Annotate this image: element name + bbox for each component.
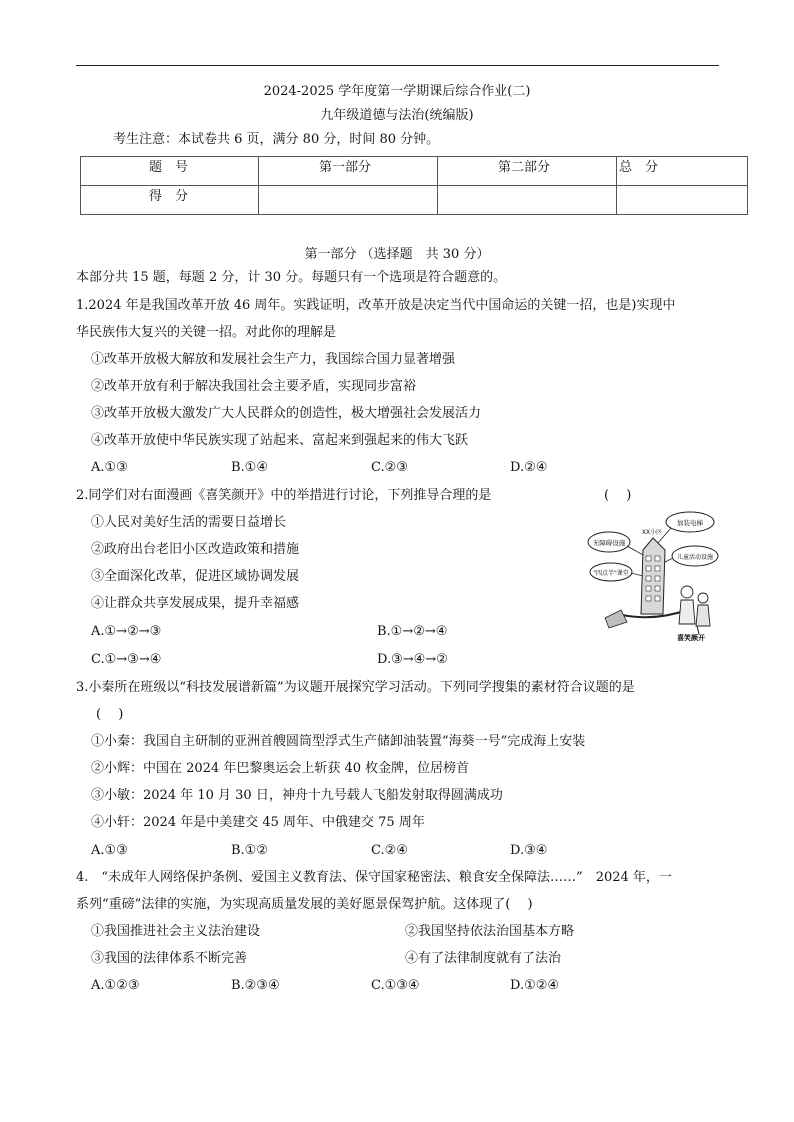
q2-option-d[interactable]: D.③→④→② [377,652,448,667]
q4-option-d[interactable]: D.①②④ [510,978,560,993]
cartoon-label: 加装电梯 [677,519,703,527]
q1-stem-line1: 1.2024 年是我国改革开放 46 周年。实践证明，改革开放是决定当代中国命运的关键一招，也是)实现中 [76,298,676,313]
q1-item: ①改革开放极大解放和发展社会生产力，我国综合国力显著增强 [91,352,456,367]
q1-option-b[interactable]: B.①④ [231,460,268,475]
building-shape [641,538,665,614]
score-cell: 第二部分 [438,157,617,186]
q2-option-c[interactable]: C.①→③→④ [91,652,162,667]
person-head [698,593,708,603]
q3-item: ①小秦：我国自主研制的亚洲首艘圆筒型浮式生产储卸油装置“海葵一号”完成海上安装 [91,734,586,749]
q3-item: ②小辉：中国在 2024 年巴黎奥运会上斩获 40 枚金牌，位居榜首 [91,761,470,776]
q3-option-c[interactable]: C.②④ [371,843,408,858]
score-input-cell[interactable] [438,186,617,215]
q2-stem: 2.同学们对右面漫画《喜笑颜开》中的举措进行讨论，下列推导合理的是 [76,488,492,503]
score-table-header-row [81,157,748,186]
cartoon-label: XX小区 [641,529,663,536]
q1-item: ③改革开放极大激发广大人民群众的创造性，极大增强社会发展活力 [91,406,482,421]
cartoon-illustration [587,510,719,644]
header-rule [76,65,719,66]
exam-title: 2024-2025 学年度第一学期课后综合作业(二) [263,84,531,99]
q1-item: ④改革开放使中华民族实现了站起来、富起来到强起来的伟大飞跃 [91,433,469,448]
q1-item: ②改革开放有利于解决我国社会主要矛盾，实现同步富裕 [91,379,417,394]
q3-option-d[interactable]: D.③④ [510,843,548,858]
q3-item: ③小敏：2024 年 10 月 30 日，神舟十九号载人飞船发射取得圆满成功 [91,788,503,803]
q4-stem-line2: 系列“重磅”法律的实施，为实现高质量发展的美好愿景保驾护航。这体现了( ) [76,897,533,912]
score-cell: 第一部分 [259,157,438,186]
q4-item: ②我国坚持依法治国基本方略 [405,924,575,939]
score-cell: 总 分 [617,157,748,186]
cartoon-caption: 喜笑颜开 [677,634,705,642]
q1-option-d[interactable]: D.②④ [510,460,548,475]
q4-option-c[interactable]: C.①③④ [371,978,420,993]
q4-item: ①我国推进社会主义法治建设 [91,924,261,939]
q2-option-a[interactable]: A.①→②→③ [91,624,162,639]
score-table [80,156,748,215]
q2-item: ④让群众共享发展成果，提升幸福感 [91,596,300,611]
score-cell: 得 分 [81,186,259,215]
q3-answer-bracket[interactable]: ( ) [96,707,124,722]
q4-item: ④有了法律制度就有了法治 [405,951,562,966]
q3-stem: 3.小秦所在班级以“科技发展谱新篇”为议题开展探究学习活动。下列同学搜集的素材符合议题的是 [76,680,635,695]
q3-option-b[interactable]: B.①② [231,843,268,858]
q3-item: ④小轩：2024 年是中美建交 45 周年、中俄建交 75 周年 [91,815,425,830]
cartoon-label: 儿童活动设施 [676,554,714,561]
exam-subtitle: 九年级道德与法治(统编版) [320,108,474,123]
part1-instructions: 本部分共 15 题，每题 2 分，计 30 分。每题只有一个选项是符合题意的。 [76,270,507,285]
cartoon-label: 无障碍设施 [592,539,626,547]
q4-option-a[interactable]: A.①②③ [91,978,140,993]
q2-item: ③全面深化改革，促进区域协调发展 [91,569,300,584]
person-head [681,586,693,598]
q1-option-a[interactable]: A.①③ [91,460,128,475]
score-input-cell[interactable] [259,186,438,215]
q3-option-a[interactable]: A.①③ [91,843,128,858]
score-cell: 题 号 [81,157,259,186]
q1-option-c[interactable]: C.②③ [371,460,408,475]
score-input-cell[interactable] [617,186,748,215]
q2-item: ①人民对美好生活的需要日益增长 [91,515,287,530]
q2-answer-bracket[interactable]: ( ) [604,488,632,503]
exam-notice: 考生注意：本试卷共 6 页，满分 80 分，时间 80 分钟。 [113,132,440,147]
q4-option-b[interactable]: B.②③④ [231,978,280,993]
cartoon-label: "四点半"课堂 [593,570,629,577]
hand-shape [605,610,627,628]
score-table-score-row [81,186,748,215]
part1-heading: 第一部分 （选择题 共 30 分） [304,247,490,262]
q2-item: ②政府出台老旧小区改造政策和措施 [91,542,300,557]
q4-item: ③我国的法律体系不断完善 [91,951,248,966]
q1-stem-line2: 华民族伟大复兴的关键一招。对此你的理解是 [76,325,337,340]
q4-stem-line1: 4. “未成年人网络保护条例、爱国主义教育法、保守国家秘密法、粮食安全保障法……” 2024 年，一 [76,870,672,885]
q2-option-b[interactable]: B.①→②→④ [377,624,448,639]
